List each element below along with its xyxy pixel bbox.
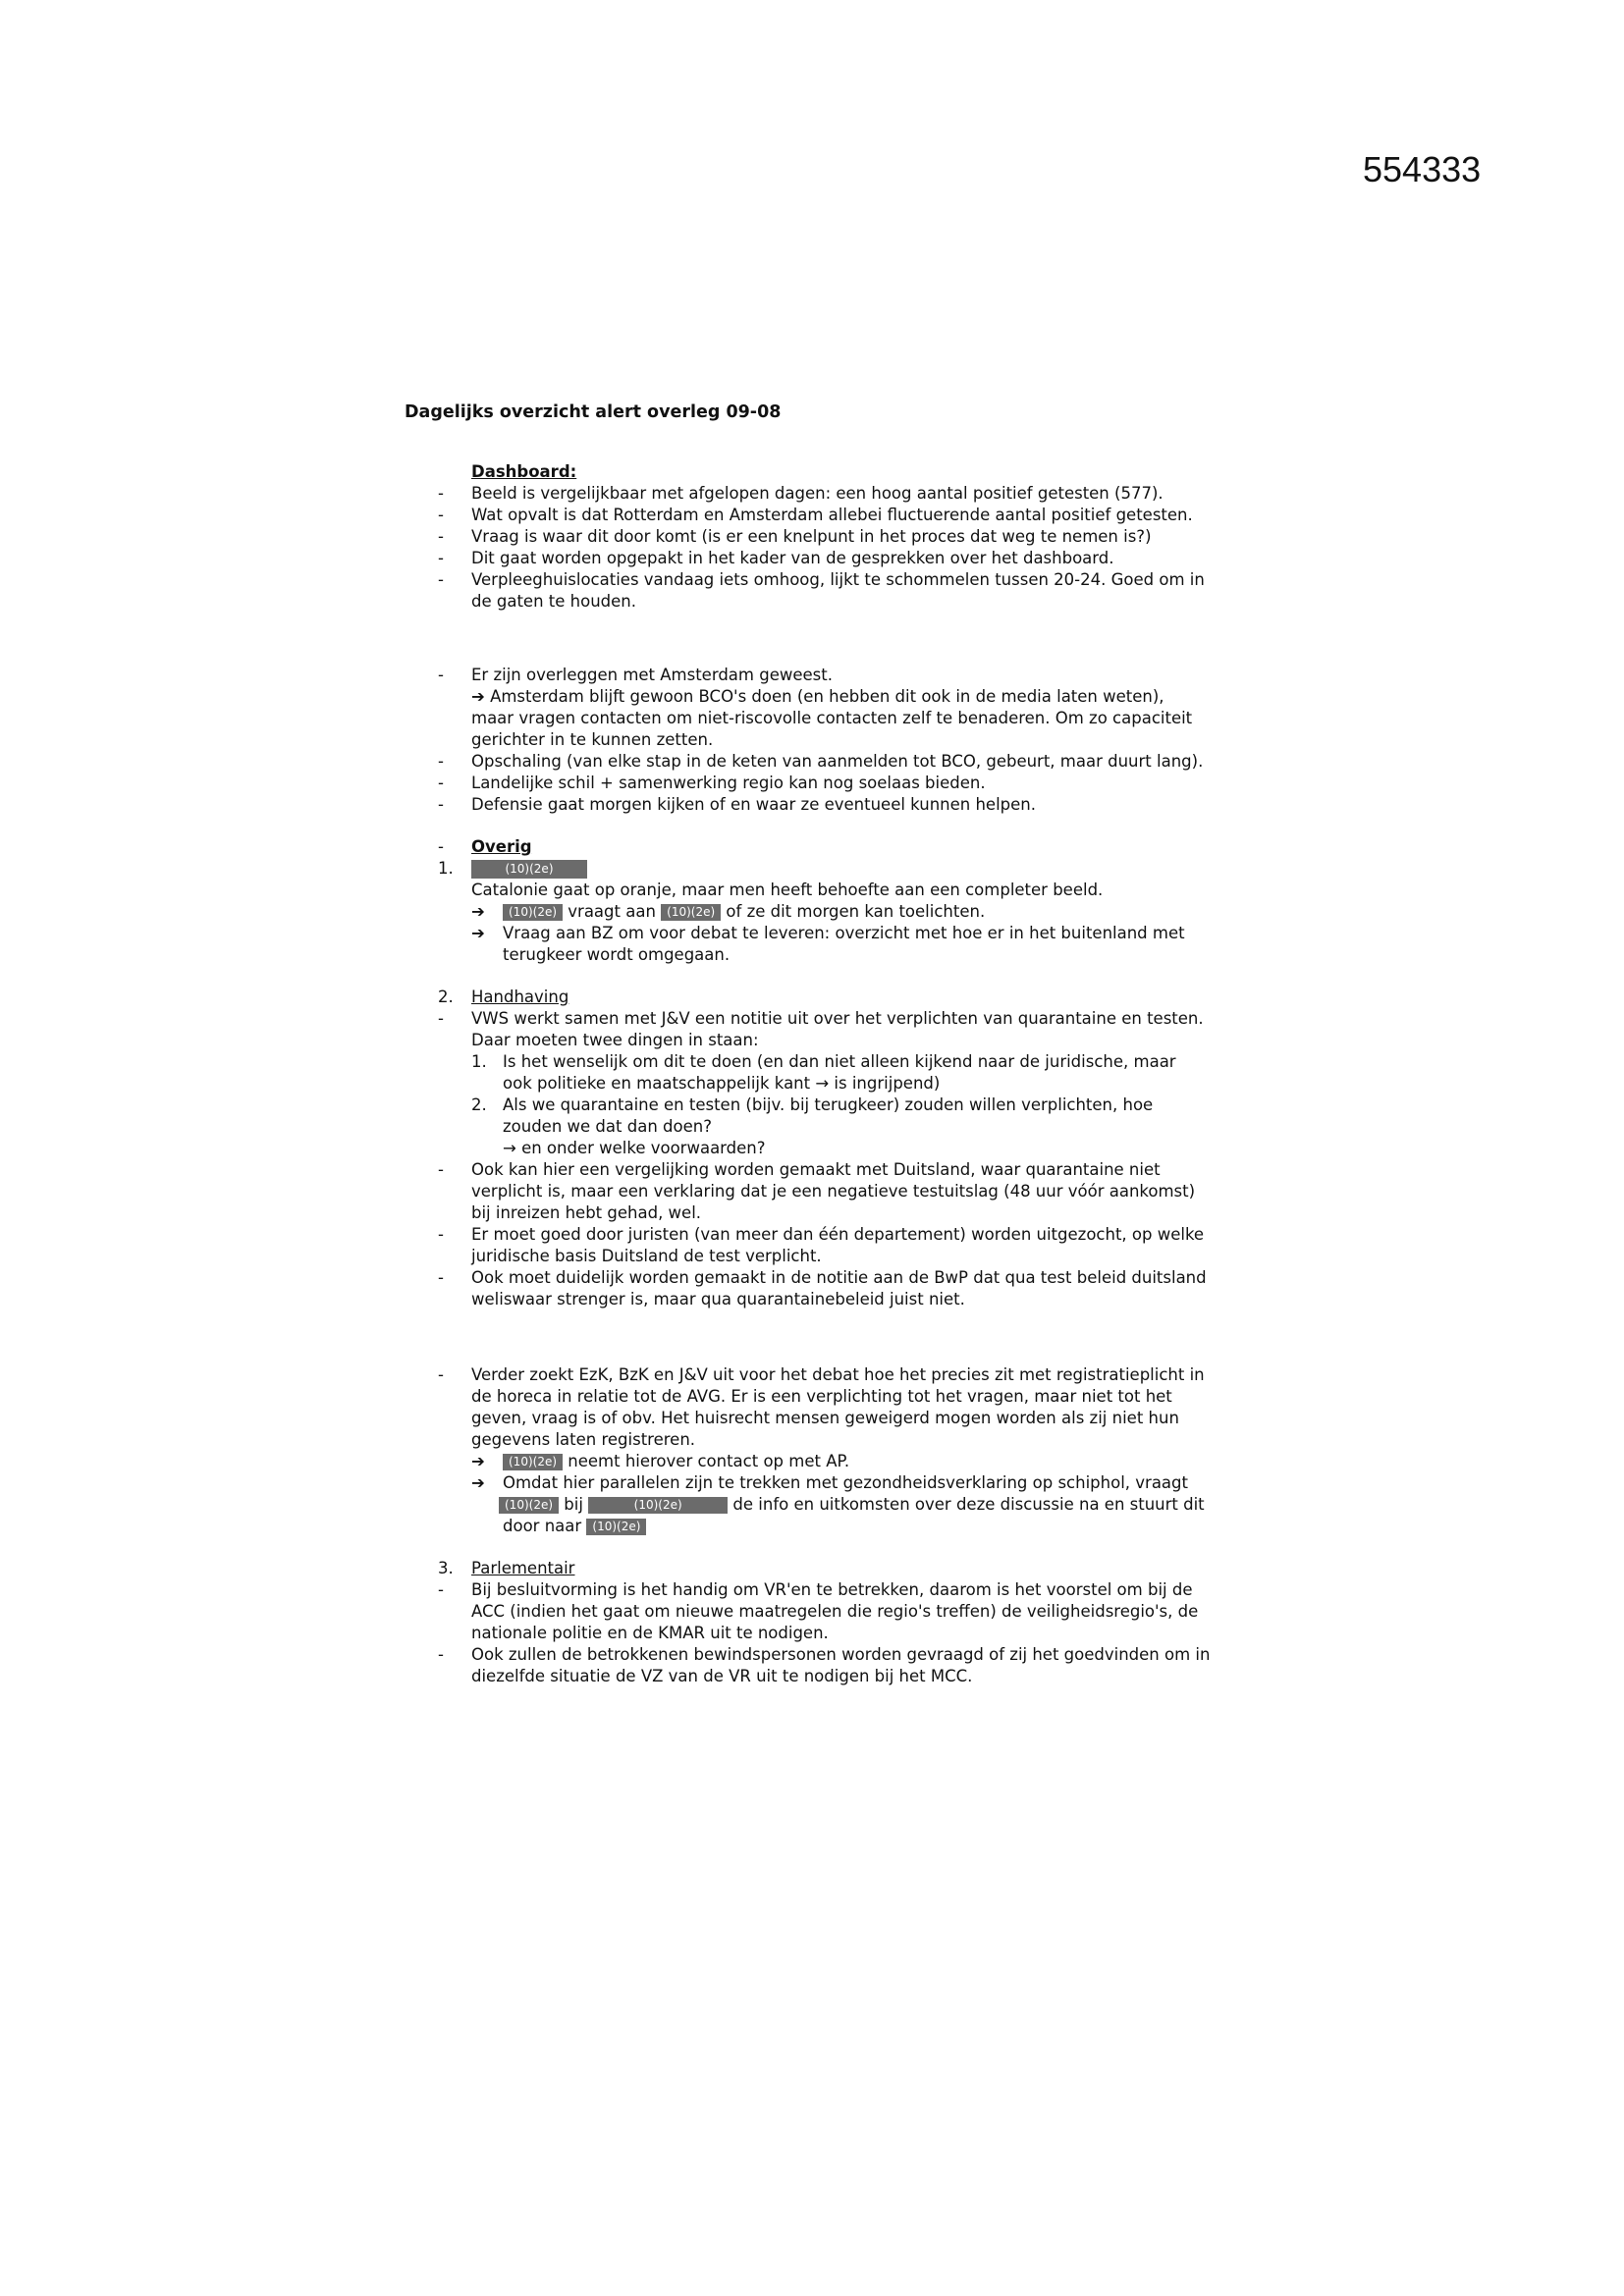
parlementair-line: Bij besluitvorming is het handig om VR'en te betrekken, daarom is het voorstel om bij de [471,1580,1193,1599]
redaction-block: (10)(2e) [499,1497,559,1514]
parlementair-line: ACC (indien het gaat om nieuwe maatregelen die regio's treffen) de veiligheidsregio's, de [471,1602,1199,1621]
arrow-icon: ➔ [471,902,485,921]
bullet-dash: - [438,795,444,814]
bullet-dash: - [438,484,444,503]
bullet-dash: - [438,549,444,567]
horeca-door-naar-line: door naar (10)(2e) [503,1516,646,1537]
bullet-dash: - [438,1645,444,1664]
dashboard-item-continued: de gaten te houden. [471,592,636,611]
redaction-block: (10)(2e) [661,904,721,921]
parlementair-line: nationale politie en de KMAR uit te nodigen. [471,1624,829,1642]
horeca-line: de horeca in relatie tot de AVG. Er is een verplichting tot het vragen, maar niet tot het [471,1387,1172,1406]
bullet-dash: - [438,752,444,771]
amsterdam-line: Opschaling (van elke stap in de keten van aanmelden tot BCO, gebeurt, maar duurt lang). [471,752,1204,771]
bullet-dash: - [438,570,444,589]
dashboard-item: Beeld is vergelijkbaar met afgelopen dagen: een hoog aantal positief getesten (577). [471,484,1164,503]
handhaving-duitsland: Ook kan hier een vergelijking worden gemaakt met Duitsland, waar quarantaine niet [471,1160,1161,1179]
handhaving-line: Daar moeten twee dingen in staan: [471,1031,759,1049]
amsterdam-line: maar vragen contacten om niet-riscovolle contacten zelf te benaderen. Om zo capaciteit [471,709,1193,727]
amsterdam-line: Er zijn overleggen met Amsterdam geweest. [471,666,833,684]
handhaving-duitsland: verplicht is, maar een verklaring dat je een negatieve testuitslag (48 uur vóór aankomst) [471,1182,1196,1201]
bullet-dash: - [438,506,444,524]
bullet-dash: - [438,1268,444,1287]
redaction-block: (10)(2e) [503,1454,563,1470]
dashboard-heading: Dashboard: [471,462,577,481]
horeca-bij-line: (10)(2e) bij (10)(2e) de info en uitkomsten over deze discussie na en stuurt dit [499,1494,1205,1516]
bullet-dash: - [438,666,444,684]
list-number: 2. [471,1095,487,1114]
handhaving-juristen: juridische basis Duitsland de test verplicht. [471,1247,822,1265]
handhaving-bwp: Ook moet duidelijk worden gemaakt in de notitie aan de BwP dat qua test beleid duitsland [471,1268,1207,1287]
dashboard-item: Vraag is waar dit door komt (is er een knelpunt in het proces dat weg te nemen is?) [471,527,1152,546]
dashboard-item: Verpleeghuislocaties vandaag iets omhoog, lijkt te schommelen tussen 20-24. Goed om in [471,570,1205,589]
handhaving-juristen: Er moet goed door juristen (van meer dan één departement) worden uitgezocht, op welke [471,1225,1205,1244]
overig-catalonie: Catalonie gaat op oranje, maar men heeft behoefte aan een completer beeld. [471,881,1104,899]
arrow-icon: ➔ [471,924,485,942]
horeca-ap-line: (10)(2e) neemt hierover contact op met AP. [503,1451,849,1472]
handhaving-line: VWS werkt samen met J&V een notitie uit over het verplichten van quarantaine en testen. [471,1009,1204,1028]
redaction-block: (10)(2e) [588,1497,728,1514]
list-number: 2. [438,988,454,1006]
handhaving-sub-line: Als we quarantaine en testen (bijv. bij terugkeer) zouden willen verplichten, hoe [503,1095,1154,1114]
handhaving-heading: Handhaving [471,988,569,1006]
document-title: Dagelijks overzicht alert overleg 09-08 [405,402,782,422]
redaction-block: (10)(2e) [586,1519,646,1535]
arrow-icon: ➔ [471,1473,485,1492]
bullet-dash: - [438,1365,444,1384]
dashboard-item: Dit gaat worden opgepakt in het kader van de gesprekken over het dashboard. [471,549,1114,567]
parlementair-line: Ook zullen de betrokkenen bewindspersonen worden gevraagd of zij het goedvinden om in [471,1645,1211,1664]
handhaving-sub-line: zouden we dat dan doen? [503,1117,712,1136]
bullet-dash: - [438,1160,444,1179]
handhaving-duitsland: bij inreizen hebt gehad, wel. [471,1203,702,1222]
redaction-block: (10)(2e) [503,904,563,921]
handhaving-sub-line: → en onder welke voorwaarden? [503,1139,766,1157]
overig-vraagt-line: (10)(2e) vraagt aan (10)(2e) of ze dit morgen kan toelichten. [503,901,985,923]
dashboard-item: Wat opvalt is dat Rotterdam en Amsterdam allebei fluctuerende aantal positief getesten. [471,506,1193,524]
list-number: 1. [471,1052,487,1071]
amsterdam-line: gerichter in te kunnen zetten. [471,730,714,749]
arrow-icon: ➔ [471,1452,485,1470]
bullet-dash: - [438,774,444,792]
amsterdam-line: Defensie gaat morgen kijken of en waar ze eventueel kunnen helpen. [471,795,1036,814]
document-number: 554333 [1363,149,1482,189]
horeca-schiphol: Omdat hier parallelen zijn te trekken met gezondheidsverklaring op schiphol, vraagt [503,1473,1188,1492]
bullet-dash: - [438,527,444,546]
overig-vraag-bz: Vraag aan BZ om voor debat te leveren: overzicht met hoe er in het buitenland met [503,924,1185,942]
handhaving-sub-line: Is het wenselijk om dit te doen (en dan niet alleen kijkend naar de juridische, maar [503,1052,1176,1071]
overig-vraag-bz: terugkeer wordt omgegaan. [503,945,731,964]
parlementair-line: diezelfde situatie de VZ van de VR uit te nodigen bij het MCC. [471,1667,973,1685]
horeca-line: gegevens laten registreren. [471,1430,696,1449]
parlementair-heading: Parlementair [471,1559,575,1577]
amsterdam-line: ➔ Amsterdam blijft gewoon BCO's doen (en hebben dit ook in de media laten weten), [471,687,1164,706]
bullet-dash: - [438,1225,444,1244]
redaction-block: (10)(2e) [471,860,587,879]
horeca-line: geven, vraag is of obv. Het huisrecht mensen geweigerd mogen worden als zij niet hun [471,1409,1179,1427]
list-number: 1. [438,859,454,878]
horeca-line: Verder zoekt EzK, BzK en J&V uit voor het debat hoe het precies zit met registratieplicht in [471,1365,1205,1384]
bullet-dash: - [438,1009,444,1028]
bullet-dash: - [438,837,444,856]
amsterdam-line: Landelijke schil + samenwerking regio kan nog soelaas bieden. [471,774,986,792]
handhaving-sub-line: ook politieke en maatschappelijk kant → is ingrijpend) [503,1074,941,1093]
bullet-dash: - [438,1580,444,1599]
handhaving-bwp: weliswaar strenger is, maar qua quarantainebeleid juist niet. [471,1290,965,1308]
overig-heading: Overig [471,837,532,856]
list-number: 3. [438,1559,454,1577]
